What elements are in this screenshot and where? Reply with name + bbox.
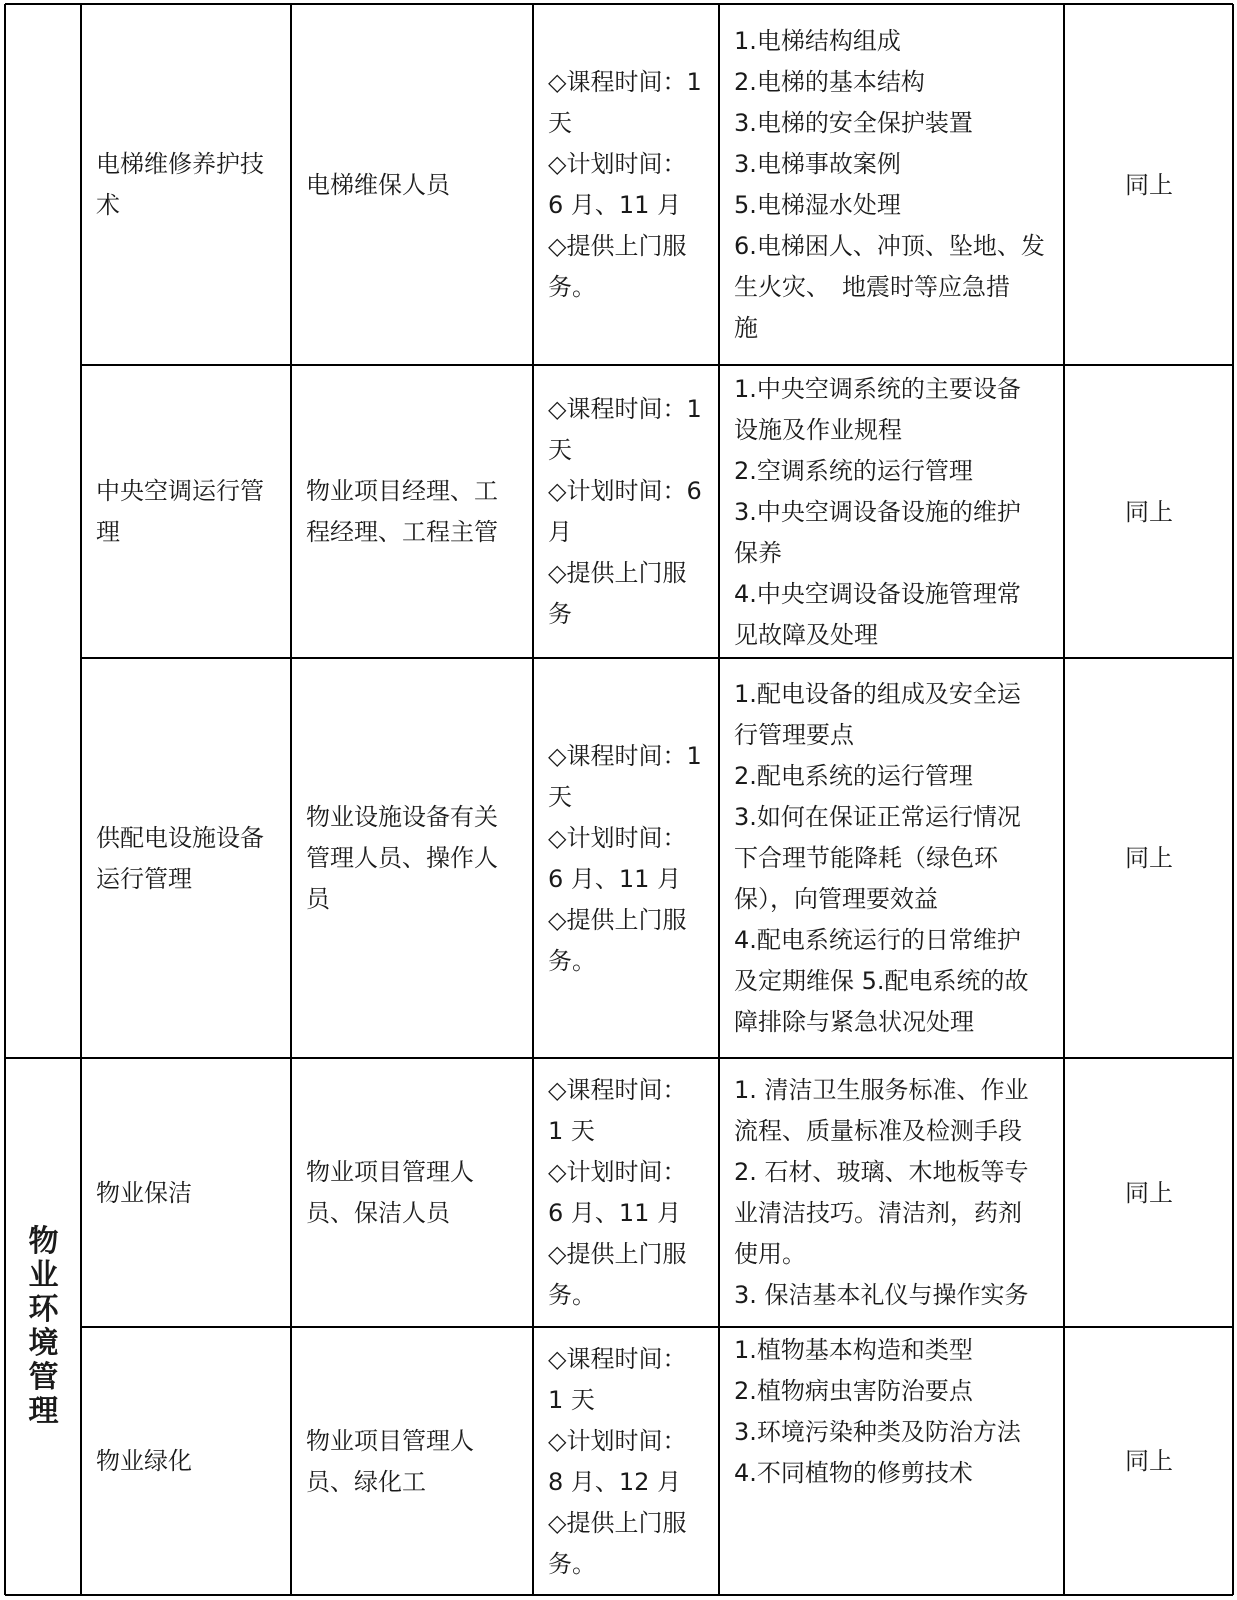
cell-text-line: 2.电梯的基本结构 [734, 68, 925, 96]
cell-text-line: 物业绿化 [96, 1447, 192, 1475]
cell-text-line: 障排除与紧急状况处理 [734, 1008, 974, 1036]
cell-text-line: 2.空调系统的运行管理 [734, 456, 973, 485]
cell-text-line: 理 [96, 518, 120, 546]
cell-text-line: 3.电梯的安全保护装置 [734, 109, 973, 137]
cell-text-line: ◇提供上门服 [548, 559, 687, 587]
cell-text-line: 3.电梯事故案例 [734, 150, 901, 178]
remark-cell [1065, 5, 1233, 365]
cell-text-line: 3.中央空调设备设施的维护 [734, 497, 1021, 526]
cell-text-line: 务。 [548, 946, 596, 975]
cell-text-line: 2. 石材、玻璃、木地板等专 [734, 1158, 1029, 1186]
remark-cell [1065, 366, 1233, 658]
course-name-cell [82, 1059, 291, 1327]
cell-text-line: ◇提供上门服 [548, 1240, 687, 1268]
cell-text-line: 理 [28, 1394, 59, 1429]
cell-text-line: ◇课程时间：1 [548, 741, 702, 770]
cell-text-line: 业清洁技巧。清洁剂，药剂 [734, 1199, 1022, 1227]
audience-cell [292, 1059, 533, 1327]
remark-cell [1065, 1059, 1233, 1327]
cell-text-line: 4.不同植物的修剪技术 [734, 1459, 973, 1487]
cell-text-line: 1.植物基本构造和类型 [734, 1336, 973, 1364]
remark-cell [1065, 1328, 1233, 1595]
cell-text-line: 月 [548, 518, 572, 546]
cell-text-line: 1 天 [548, 1385, 595, 1414]
schedule-cell [534, 5, 719, 365]
cell-text-line: 术 [96, 191, 120, 219]
cell-text-line: 电梯维保人员 [306, 170, 450, 199]
cell-text-line: ◇课程时间：1 [548, 68, 702, 96]
cell-text-line: ◇计划时间： [548, 150, 687, 178]
cell-text-line: 保养 [734, 538, 782, 567]
course-name-cell [82, 1328, 291, 1595]
cell-text-line: 务。 [548, 1549, 596, 1578]
cell-text-line: 见故障及处理 [734, 620, 878, 649]
cell-text-line: 及定期维保 5.配电系统的故 [734, 967, 1029, 995]
cell-text-line: 1.电梯结构组成 [734, 27, 901, 55]
cell-text-line: 电梯维修养护技 [96, 150, 264, 178]
cell-text-line: 设施及作业规程 [734, 415, 902, 444]
cell-text-line: 1.中央空调系统的主要设备 [734, 374, 1021, 403]
cell-text-line: 6.电梯困人、冲顶、坠地、发 [734, 232, 1045, 260]
cell-text-line: 生火灾、 地震时等应急措 [734, 273, 1010, 301]
cell-text-line: 物 [28, 1224, 59, 1259]
cell-text-line: 物业保洁 [96, 1178, 192, 1207]
schedule-cell [534, 659, 719, 1058]
audience-cell [292, 1328, 533, 1595]
cell-text-line: 4.配电系统运行的日常维护 [734, 926, 1021, 954]
cell-text-line: 中央空调运行管 [96, 477, 264, 505]
cell-text-line: 2.植物病虫害防治要点 [734, 1377, 973, 1405]
remark-cell [1065, 659, 1233, 1058]
cell-text-line: 务。 [548, 1281, 596, 1309]
cell-text-line: 环 [28, 1292, 59, 1327]
schedule-cell [534, 1328, 719, 1595]
cell-text-line: 6 月、11 月 [548, 864, 682, 893]
audience-cell [292, 5, 533, 365]
cell-text-line: 1. 清洁卫生服务标准、作业 [734, 1076, 1029, 1104]
cell-text-line: ◇计划时间： [548, 1158, 687, 1186]
cell-text-line: 1 天 [548, 1117, 595, 1145]
cell-text-line: 3. 保洁基本礼仪与操作实务 [734, 1281, 1029, 1309]
cell-text-line: 物业项目管理人 [306, 1426, 474, 1455]
category-cell-environment [6, 1059, 81, 1595]
cell-text-line: 天 [548, 109, 572, 137]
cell-text-line: 施 [734, 314, 758, 342]
cell-text-line: ◇计划时间：6 [548, 477, 702, 505]
cell-text-line: 管 [28, 1360, 59, 1395]
cell-text-line: 5.电梯湿水处理 [734, 191, 901, 219]
cell-text-line: 流程、质量标准及检测手段 [734, 1117, 1022, 1145]
cell-text-line: 业 [28, 1258, 59, 1293]
cell-text-line: 程经理、工程主管 [306, 518, 498, 546]
cell-text-line: 员、绿化工 [306, 1467, 426, 1496]
cell-text-line: 管理人员、操作人 [306, 844, 498, 872]
course-name-cell [82, 659, 291, 1058]
audience-cell [292, 659, 533, 1058]
cell-text-line: 同上 [1125, 844, 1173, 872]
content-cell [720, 659, 1064, 1058]
audience-cell [292, 366, 533, 658]
cell-text-line: 务。 [548, 273, 596, 301]
cell-text-line: 物业设施设备有关 [306, 803, 498, 831]
cell-text-line: 天 [548, 782, 572, 811]
cell-text-line: ◇课程时间： [548, 1344, 687, 1373]
cell-text-line: 物业项目经理、工 [306, 477, 498, 505]
cell-text-line: 行管理要点 [734, 721, 854, 749]
cell-text-line: 6 月、11 月 [548, 1199, 682, 1227]
cell-text-line: 境 [28, 1326, 59, 1361]
cell-text-line: 1.配电设备的组成及安全运 [734, 680, 1021, 708]
cell-text-line: 员 [306, 885, 330, 913]
cell-text-line: 务 [548, 600, 572, 628]
cell-text-line: 同上 [1125, 1178, 1173, 1207]
cell-text-line: 天 [548, 436, 572, 464]
content-cell [720, 1059, 1064, 1327]
cell-text-line: 6 月、11 月 [548, 191, 682, 219]
content-cell [720, 366, 1064, 658]
cell-text-line: 3.环境污染种类及防治方法 [734, 1418, 1021, 1446]
cell-text-line: 运行管理 [96, 864, 192, 893]
cell-text-line: 下合理节能降耗（绿色环 [734, 844, 998, 872]
cell-text-line: ◇提供上门服 [548, 1508, 687, 1537]
cell-text-line: 供配电设施设备 [96, 823, 264, 852]
cell-text-line: 使用。 [734, 1240, 806, 1268]
schedule-cell [534, 366, 719, 658]
cell-text-line: ◇提供上门服 [548, 232, 687, 260]
cell-text-line: 同上 [1125, 497, 1173, 526]
cell-text-line: 物业项目管理人 [306, 1158, 474, 1186]
schedule-cell [534, 1059, 719, 1327]
cell-text-line: 同上 [1125, 170, 1173, 199]
cell-text-line: ◇计划时间： [548, 1426, 687, 1455]
cell-text-line: ◇提供上门服 [548, 905, 687, 934]
cell-text-line: 4.中央空调设备设施管理常 [734, 579, 1021, 608]
course-name-cell [82, 5, 291, 365]
cell-text-line: ◇课程时间： [548, 1076, 687, 1104]
category-label [6, 1225, 81, 1429]
cell-text-line: ◇课程时间：1 [548, 395, 702, 423]
cell-text-line: 3.如何在保证正常运行情况 [734, 803, 1021, 831]
cell-text-line: 8 月、12 月 [548, 1467, 682, 1496]
cell-text-line: 2.配电系统的运行管理 [734, 762, 973, 790]
course-name-cell [82, 366, 291, 658]
cell-text-line: 保），向管理要效益 [734, 885, 938, 913]
content-cell [720, 5, 1064, 365]
cell-text-line: ◇计划时间： [548, 823, 687, 852]
content-cell [720, 1328, 1064, 1595]
cell-text-line: 同上 [1125, 1447, 1173, 1475]
cell-text-line: 员、保洁人员 [306, 1199, 450, 1227]
category-cell-top [6, 5, 81, 1057]
